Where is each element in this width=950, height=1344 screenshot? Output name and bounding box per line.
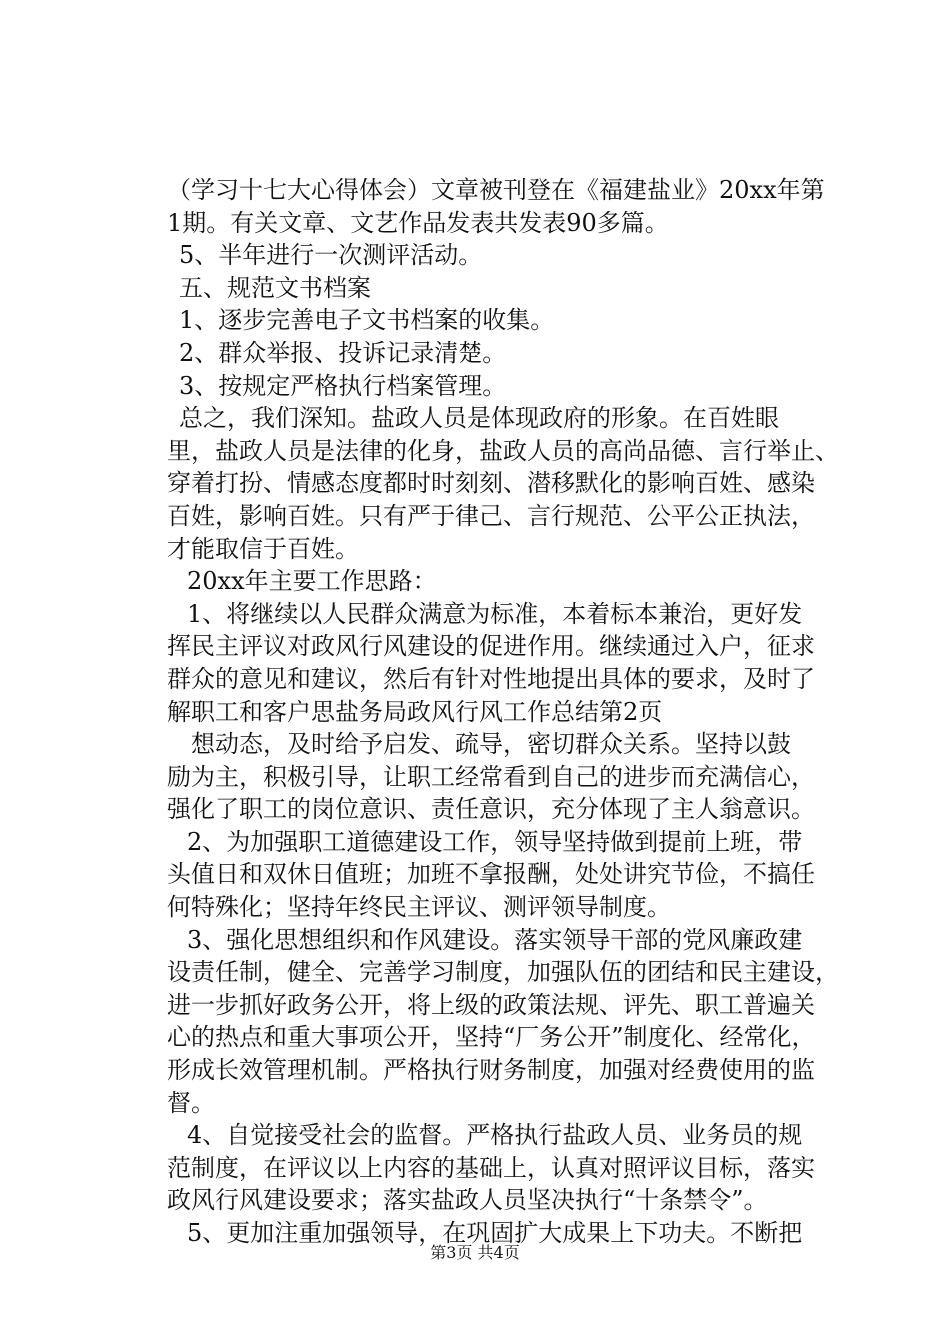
text-line: 挥民主评议对政风行风建设的促进作用。继续通过入户，征求 [167, 632, 815, 661]
text-line: 1、逐步完善电子文书档案的收集。 [179, 306, 555, 335]
text-line: 励为主，积极引导，让职工经常看到自己的进步而充满信心， [167, 762, 815, 791]
text-line: 五、规范文书档案 [179, 273, 371, 302]
text-line: 形成长效管理机制。严格执行财务制度，加强对经费使用的监 [167, 1056, 815, 1085]
text-line: 1期。有关文章、文艺作品发表共发表90多篇。 [167, 208, 669, 237]
page-footer: 第3页 共4页 [430, 1243, 520, 1262]
text-line: 设责任制，健全、完善学习制度，加强队伍的团结和民主建设， [167, 958, 839, 987]
text-line: 4、自觉接受社会的监督。严格执行盐政人员、业务员的规 [187, 1121, 803, 1150]
text-line: 心的热点和重大事项公开，坚持“厂务公开”制度化、经常化， [167, 1023, 816, 1052]
text-line: （学习十七大心得体会）文章被刊登在《福建盐业》20xx年第 [167, 176, 825, 204]
text-line: 何特殊化；坚持年终民主评议、测评领导制度。 [167, 893, 671, 922]
text-line: 头值日和双休日值班；加班不拿报酬，处处讲究节俭，不搞任 [167, 860, 815, 889]
text-line: 1、将继续以人民群众满意为标准，本着标本兼治，更好发 [187, 599, 803, 628]
text-line: 3、按规定严格执行档案管理。 [179, 371, 507, 400]
text-line: 5、半年进行一次测评活动。 [179, 241, 483, 270]
document-body [167, 174, 847, 1250]
text-line: 里，盐政人员是法律的化身，盐政人员的高尚品德、言行举止、 [167, 436, 839, 465]
text-line: 政风行风建设要求；落实盐政人员坚决执行“十条禁令”。 [167, 1186, 768, 1215]
text-line: 5、更加注重加强领导，在巩固扩大成果上下功夫。不断把 [187, 1219, 803, 1247]
text-line: 解职工和客户思盐务局政风行风工作总结第2页 [167, 697, 663, 726]
text-line: 群众的意见和建议，然后有针对性地提出具体的要求，及时了 [167, 664, 815, 693]
text-line: 进一步抓好政务公开，将上级的政策法规、评先、职工普遍关 [167, 990, 815, 1019]
text-line: 想动态，及时给予启发、疏导，密切群众关系。坚持以鼓 [191, 730, 791, 759]
text-line: 20xx年主要工作思路： [187, 567, 437, 596]
text-line: 2、为加强职工道德建设工作，领导坚持做到提前上班，带 [187, 827, 803, 856]
text-line: 百姓，影响百姓。只有严于律己、言行规范、公平公正执法， [167, 501, 815, 530]
text-line: 督。 [167, 1088, 215, 1117]
text-line: 才能取信于百姓。 [167, 534, 359, 563]
text-line: 3、强化思想组织和作风建设。落实领导干部的党风廉政建 [187, 925, 803, 954]
text-line: 总之，我们深知。盐政人员是体现政府的形象。在百姓眼 [179, 404, 779, 433]
text-line: 穿着打扮、情感态度都时时刻刻、潜移默化的影响百姓、感染 [167, 469, 815, 498]
text-line: 范制度，在评议以上内容的基础上，认真对照评议目标，落实 [167, 1153, 815, 1182]
text-line: 强化了职工的岗位意识、责任意识，充分体现了主人翁意识。 [167, 795, 815, 824]
text-line: 2、群众举报、投诉记录清楚。 [179, 338, 507, 367]
